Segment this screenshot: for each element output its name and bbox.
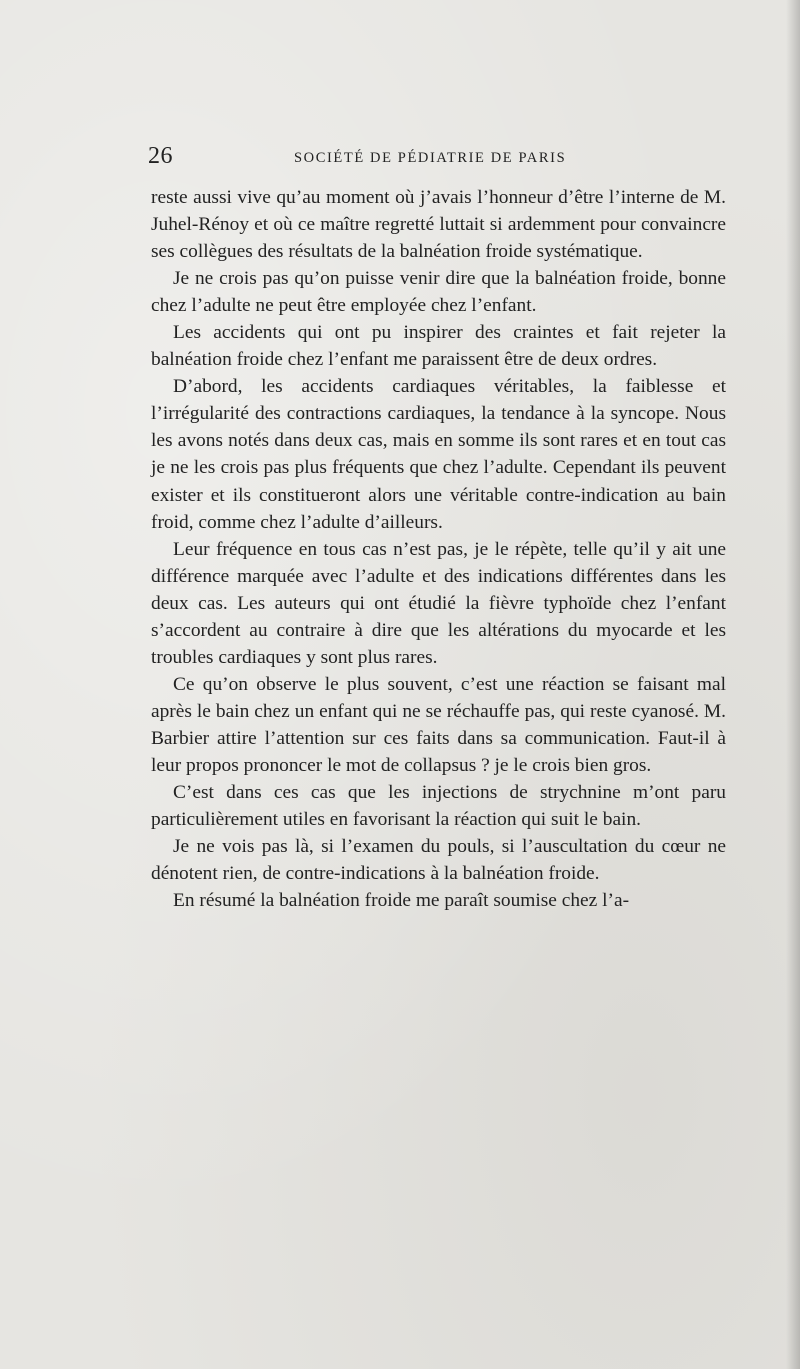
paragraph: Je ne vois pas là, si l’examen du pouls, si l’auscultation du cœur ne dénotent rien, de contre-indications à la balnéation froide. bbox=[151, 836, 726, 885]
paragraph: Je ne crois pas qu’on puisse venir dire que la balnéation froide, bonne chez l’adulte ne peut être employée chez l’enfant. bbox=[151, 268, 726, 317]
page-number: 26 bbox=[148, 143, 173, 169]
paragraph-continuation: reste aussi vive qu’au moment où j’avais l’honneur d’être l’interne de M. Juhel-Rénoy et où ce maître regretté luttait si ardemment pour convaincre ses collègues des résultats de la balnéation froide systématique. bbox=[151, 187, 726, 263]
paragraph: D’abord, les accidents cardiaques véritables, la faiblesse et l’irrégularité des contractions cardiaques, la tendance à la syncope. Nous les avons notés dans deux cas, mais en somme ils sont rares et en tout cas je ne les crois pas plus fréquents que chez l’adulte. Cependant ils peuvent exister et ils constitueront alors une véritable contre-indication au bain froid, comme chez l’adulte d’ailleurs. bbox=[151, 376, 726, 533]
paragraph: En résumé la balnéation froide me paraît soumise chez l’a- bbox=[173, 890, 630, 912]
paragraph: Les accidents qui ont pu inspirer des craintes et fait rejeter la balnéation froide chez l’enfant me paraissent être de deux ordres. bbox=[151, 322, 726, 371]
paragraph: C’est dans ces cas que les injections de strychnine m’ont paru particulièrement utiles en favorisant la réaction qui suit le bain. bbox=[151, 782, 726, 831]
paragraph: Ce qu’on observe le plus souvent, c’est une réaction se faisant mal après le bain chez un enfant qui ne se réchauffe pas, qui reste cyanosé. M. Barbier attire l’attention sur ces faits dans sa communication. Faut-il à leur propos prononcer le mot de collapsus ? je le crois bien gros. bbox=[151, 673, 726, 776]
body-text bbox=[151, 184, 726, 914]
page-edge-shadow bbox=[786, 0, 800, 1369]
paragraph: Leur fréquence en tous cas n’est pas, je le répète, telle qu’il y ait une différence marquée avec l’adulte et des indications différentes dans les deux cas. Les auteurs qui ont étudié la fièvre typhoïde chez l’enfant s’accordent au contraire à dire que les altérations du myocarde et les troubles cardiaques y sont plus rares. bbox=[151, 538, 726, 668]
page-header bbox=[148, 143, 738, 173]
running-title: SOCIÉTÉ DE PÉDIATRIE DE PARIS bbox=[294, 150, 567, 166]
